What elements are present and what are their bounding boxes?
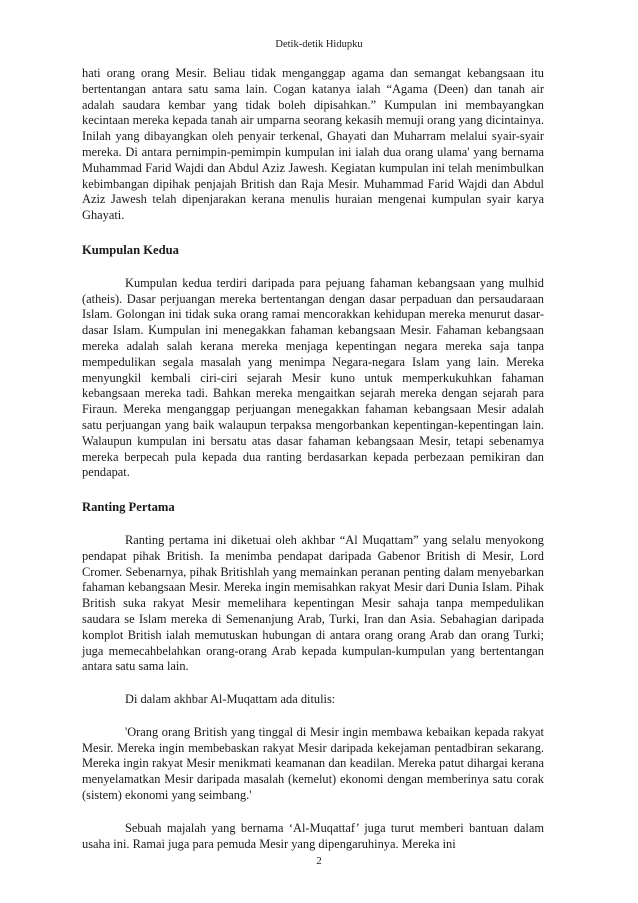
paragraph-al-muqattaf: Sebuah majalah yang bernama ‘Al-Muqattaf’ juga turut memberi bantuan dalam usaha ini. Ramai juga para pemuda Mesir yang dipengaruhinya. Mereka ini — [82, 820, 544, 851]
section-heading-ranting-pertama: Ranting Pertama — [82, 500, 175, 515]
paragraph-akhbar-intro: Di dalam akhbar Al-Muqattam ada ditulis: — [125, 692, 336, 707]
paragraph-kumpulan-kedua: Kumpulan kedua terdiri daripada para pejuang fahaman kebangsaan yang mulhid (atheis). Dasar perjuangan mereka bertentangan dengan dasar perpaduan dan persaudaraan Islam. Golongan ini tidak suka orang ramai mencorakkan kehidupan mereka menurut dasar-dasar Islam. Kumpulan ini menegakkan fahaman kebangsaan Mesir. Fahaman kebangsaan mereka adalah salah kerana mereka menjaga kepentingan negara mereka saja tanpa mempedulikan segala masalah yang menimpa Negara-negara Islam yang lain. Mereka menyungkil kembali ciri-ciri sejarah Mesir kuno untuk memperkukuhkan fahaman kebangsaan mereka tadi. Bahkan mereka mengaitkan sejarah mereka dengan sejarah para Firaun. Mereka menganggap perjuangan menegakkan fahaman kebangsaan Mesir adalah satu perjuangan yang baik walaupun terpaksa mengorbankan kepentingan-kepentingan lain. Walaupun kumpulan ini bersatu atas dasar fahaman kebangsaan Mesir, tetapi sebenamya mereka berpecah pula kepada dua ranting berdasarkan kepada perbezaan pemikiran dan pendapat. — [82, 275, 544, 480]
page-body — [82, 66, 544, 871]
page-number: 2 — [316, 855, 322, 867]
running-header: Detik-detik Hidupku — [275, 39, 363, 50]
section-heading-kumpulan-kedua: Kumpulan Kedua — [82, 242, 179, 257]
paragraph-ranting-pertama: Ranting pertama ini diketuai oleh akhbar “Al Muqattam” yang selalu menyokong pendapat pihak British. Ia menimba pendapat daripada Gabenor British di Mesir, Lord Cromer. Sebenarnya, pihak Britishlah yang memainkan peranan penting dalam menyebarkan fahaman kebangsaan Mesir. Mereka ingin memisahkan rakyat Mesir dari Dunia Islam. Pihak British suka rakyat Mesir memelihara kepentingan Mesir sahaja tanpa mempedulikan saudara se Islam mereka di Semenanjung Arab, Turki, Iran dan Asia. Sebahagian daripada komplot British ialah memutuskan hubungan di antara orang orang Arab dan orang Turki; juga memecahbelahkan orang-orang Arab kepada kumpulan-kumpulan yang bertentangan antara satu sama lain. — [82, 532, 544, 674]
paragraph-quotation: 'Orang orang British yang tinggal di Mesir ingin membawa kebaikan kepada rakyat Mesir. Mereka ingin membebaskan rakyat Mesir daripada kekejaman pentadbiran sekarang. Mereka ingin rakyat Mesir menikmati keamanan dan keadilan. Mereka patut dihargai kerana menyelamatkan Mesir daripada masalah (kemelut) ekonomi dengan memberinya satu corak (sistem) ekonomi yang seimbang.' — [82, 724, 544, 803]
paragraph-intro: hati orang orang Mesir. Beliau tidak menganggap agama dan semangat kebangsaan itu bertentangan antara satu sama lain. Cogan katanya ialah “Agama (Deen) dan tanah air adalah saudara kembar yang tidak boleh dipisahkan.” Kumpulan ini membayangkan kecintaan mereka kepada tanah air umparna seorang kekasih memuji orang yang dicintainya. Inilah yang dibayangkan oleh penyair terkenal, Ghayati dan Muharram melalui syair-syair mereka. Di antara pernimpin-pemimpin kumpulan ini ialah dua orang ulama' yang bernama Muhammad Farid Wajdi dan Abdul Aziz Jawesh. Kegiatan kumpulan ini telah menimbulkan kebimbangan dipihak penjajah British dan Raja Mesir. Muhammad Farid Wajdi dan Abdul Aziz Jawesh telah dipenjarakan kerana menulis huraian mengenai kumpulan syair karya Ghayati. — [82, 66, 544, 223]
